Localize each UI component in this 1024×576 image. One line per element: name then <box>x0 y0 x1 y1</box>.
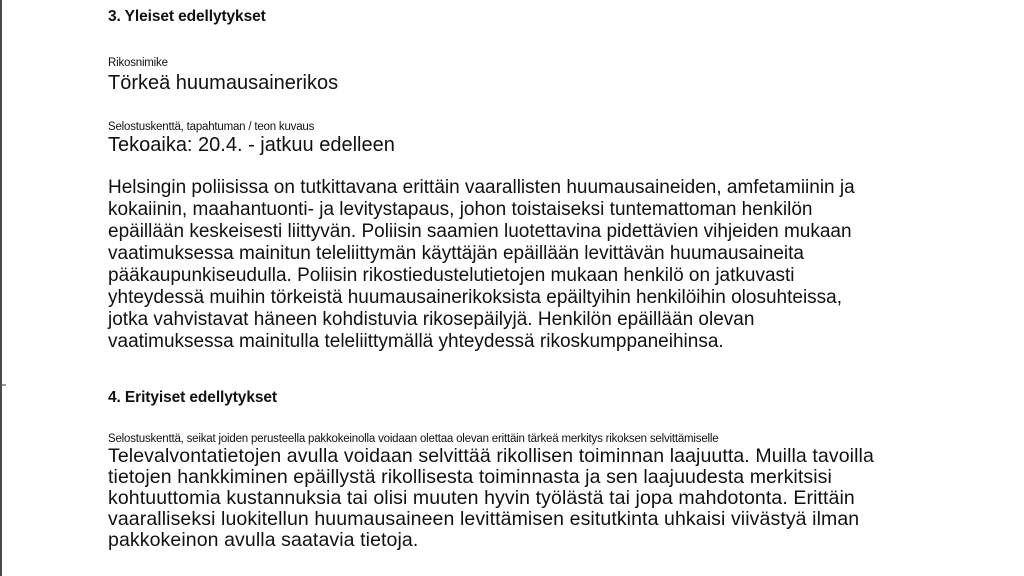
paragraph-line: epäillään keskeisesti liittyvän. Poliisin saamien luotettavina pidettävien vihjeiden mukaan <box>108 221 852 242</box>
special-conditions-label: Selostuskenttä, seikat joiden perusteella pakkokeinolla voidaan olettaa olevan erittäin tärkeä merkitys rikoksen selvittämiselle <box>108 433 719 445</box>
description-label: Selostuskenttä, tapahtuman / teon kuvaus <box>108 121 315 133</box>
paragraph-line: tietojen hankkiminen epäillystä rikollisesta toiminnasta ja sen laajuudesta merkitsisi <box>108 466 832 488</box>
page-edge-mark <box>2 384 6 386</box>
crime-title-value: Törkeä huumausainerikos <box>108 72 339 94</box>
paragraph-line: vaatimuksessa mainitulla teleliittymällä yhteydessä rikoskumppaneihinsa. <box>108 331 724 352</box>
paragraph-line: pääkaupunkiseudulla. Poliisin rikostiedustelutietojen mukaan henkilö on jatkuvasti <box>108 265 795 286</box>
section-3-heading: 3. Yleiset edellytykset <box>108 8 266 25</box>
paragraph-line: jotka vahvistavat häneen kohdistuvia rikosepäilyjä. Henkilön epäillään olevan <box>108 309 755 330</box>
paragraph-line: Televalvontatietojen avulla voidaan selvittää rikollisen toiminnan laajuutta. Muilla tavoilla <box>108 445 874 467</box>
paragraph-line: Helsingin poliisissa on tutkittavana erittäin vaarallisten huumausaineiden, amfetamiinin ja <box>108 177 855 198</box>
section-4-heading: 4. Erityiset edellytykset <box>108 389 277 406</box>
paragraph-line: vaaralliseksi luokitellun huumausaineen levittämisen esitutkinta uhkaisi viivästyä ilman <box>108 508 860 530</box>
paragraph-line: kokaiinin, maahantuonti- ja levitystapaus, johon toistaiseksi tuntemattoman henkilön <box>108 199 813 220</box>
paragraph-line: yhteydessä muihin törkeistä huumausainerikoksista epäiltyihin henkilöihin olosuhteissa, <box>108 287 843 308</box>
crime-title-label: Rikosnimike <box>108 57 168 69</box>
paragraph-line: pakkokeinon avulla saatavia tietoja. <box>108 529 419 551</box>
description-value: Tekoaika: 20.4. - jatkuu edelleen <box>108 134 395 156</box>
page-edge-border <box>0 0 2 576</box>
paragraph-line: kohtuuttomia kustannuksia tai olisi muuten hyvin työlästä tai jopa mahdotonta. Erittäin <box>108 487 855 509</box>
paragraph-line: vaatimuksessa mainitun teleliittymän käyttäjän epäillään levittävän huumausaineita <box>108 243 804 264</box>
